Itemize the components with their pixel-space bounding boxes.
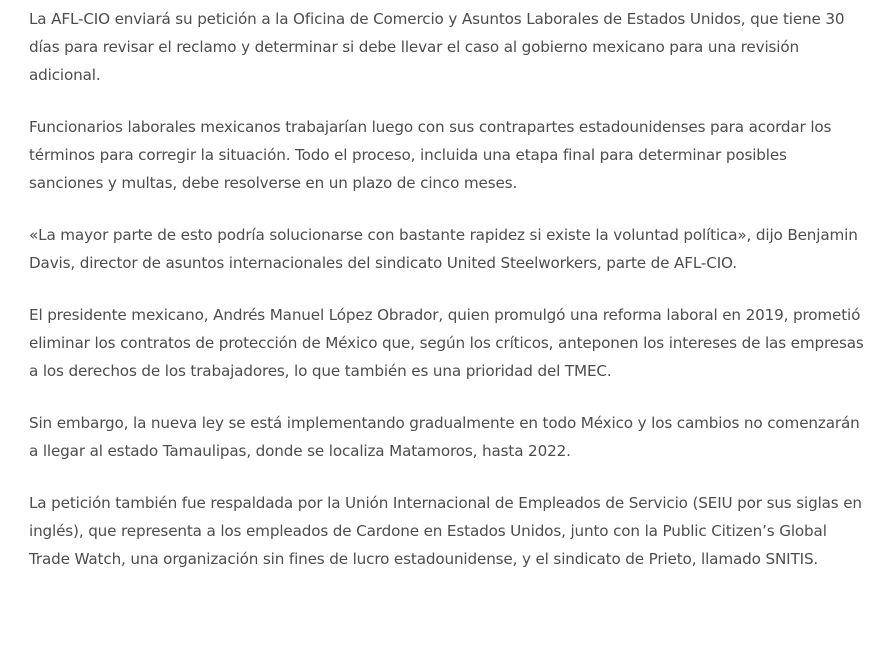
paragraph-mexican-officials: Funcionarios laborales mexicanos trabajarían luego con sus contrapartes estadounidenses para acordar los términos para corregir la situación. Todo el proceso, incluida una etapa final para determinar posibles sanciones y multas, debe resolverse en un plazo de cinco meses. <box>29 118 832 192</box>
paragraph-afl-cio-petition: La AFL-CIO enviará su petición a la Oficina de Comercio y Asuntos Laborales de Estados Unidos, que tiene 30 días para revisar el reclamo y determinar si debe llevar el caso al gobierno mexicano para una revisión adicional. <box>29 10 845 84</box>
paragraph-davis-quote: «La mayor parte de esto podría solucionarse con bastante rapidez si existe la voluntad política», dijo Benjamin Davis, director de asuntos internacionales del sindicato United Steelworkers, parte de AFL-CIO. <box>29 226 858 272</box>
paragraph-lopez-obrador: El presidente mexicano, Andrés Manuel López Obrador, quien promulgó una reforma laboral en 2019, prometió eliminar los contratos de protección de México que, según los críticos, anteponen los intereses de las empresas a los derechos de los trabajadores, lo que también es una prioridad del TMEC. <box>29 306 864 380</box>
paragraph-seiu-support: La petición también fue respaldada por la Unión Internacional de Empleados de Servicio (SEIU por sus siglas en inglés), que representa a los empleados de Cardone en Estados Unidos, junto con la Public Citizen’s Global Trade Watch, una organización sin fines de lucro estadounidense, y el sindicato de Prieto, llamado SNITIS. <box>29 494 862 568</box>
article-body <box>29 5 865 597</box>
paragraph-new-law: Sin embargo, la nueva ley se está implementando gradualmente en todo México y los cambios no comenzarán a llegar al estado Tamaulipas, donde se localiza Matamoros, hasta 2022. <box>29 414 860 460</box>
